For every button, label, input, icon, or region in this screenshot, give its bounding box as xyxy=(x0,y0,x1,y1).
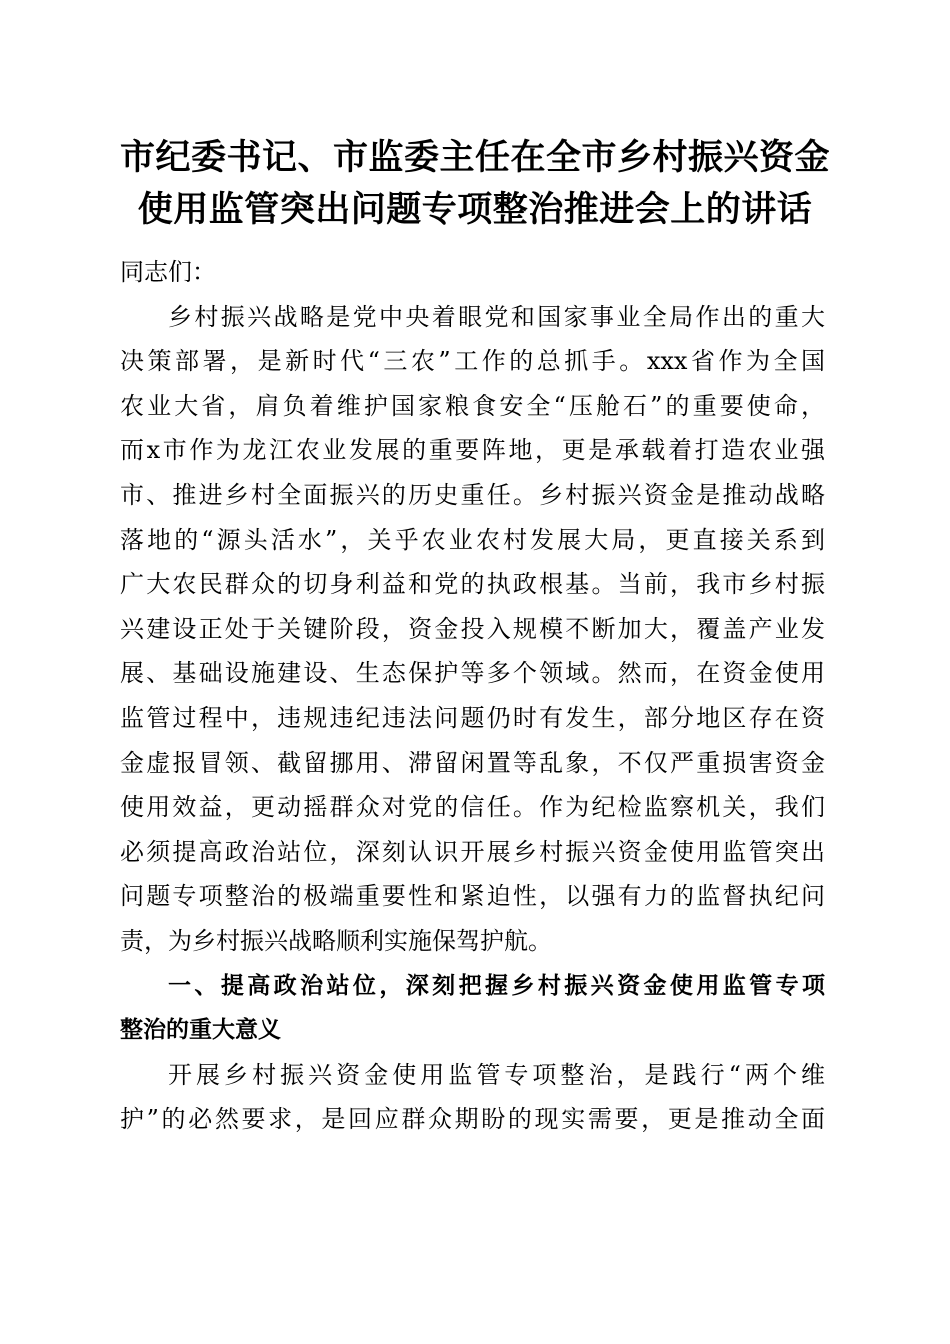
title-line-2: 使用监管突出问题专项整治推进会上的讲话 xyxy=(137,189,813,230)
paragraph-line: 兴建设正处于关键阶段，资金投入规模不断加大，覆盖产业发 xyxy=(120,614,825,643)
title-line-1: 市纪委书记、市监委主任在全市乡村振兴资金 xyxy=(119,137,830,178)
paragraph-line: 金虚报冒领、截留挪用、滞留闲置等乱象，不仅严重损害资金 xyxy=(120,748,825,777)
document-title xyxy=(100,132,850,236)
paragraph-line: 落地的“源头活水”，关乎农业农村发展大局，更直接关系到 xyxy=(120,525,825,554)
paragraph-line: 决策部署，是新时代“三农”工作的总抓手。xxx省作为全国 xyxy=(120,347,825,376)
paragraph-line: 责，为乡村振兴战略顺利实施保驾护航。 xyxy=(120,926,552,955)
document-body xyxy=(120,250,825,1142)
paragraph-line: 问题专项整治的极端重要性和紧迫性，以强有力的监督执纪问 xyxy=(120,882,825,911)
paragraph-line: 监管过程中，违规违纪违法问题仍时有发生，部分地区存在资 xyxy=(120,703,825,732)
paragraph-2 xyxy=(120,1053,825,1142)
paragraph-line: 使用效益，更动摇群众对党的信任。作为纪检监察机关，我们 xyxy=(120,793,825,822)
paragraph-line: 开展乡村振兴资金使用监管专项整治，是践行“两个维 xyxy=(168,1060,825,1089)
paragraph-line: 市、推进乡村全面振兴的历史重任。乡村振兴资金是推动战略 xyxy=(120,480,825,509)
paragraph-line: 必须提高政治站位，深刻认识开展乡村振兴资金使用监管突出 xyxy=(120,837,825,866)
paragraph-line: 广大农民群众的切身利益和党的执政根基。当前，我市乡村振 xyxy=(120,570,825,599)
heading-line: 整治的重大意义 xyxy=(120,1017,281,1044)
paragraph-line: 而x市作为龙江农业发展的重要阵地，更是承载着打造农业强 xyxy=(120,436,825,465)
paragraph-line: 乡村振兴战略是党中央着眼党和国家事业全局作出的重大 xyxy=(168,302,825,331)
paragraph-1 xyxy=(120,295,825,964)
paragraph-line: 展、基础设施建设、生态保护等多个领域。然而，在资金使用 xyxy=(120,659,825,688)
section-heading-1 xyxy=(120,964,825,1053)
heading-line: 一、提高政治站位，深刻把握乡村振兴资金使用监管专项 xyxy=(168,972,825,999)
paragraph-line: 护”的必然要求，是回应群众期盼的现实需要，更是推动全面 xyxy=(120,1105,825,1134)
paragraph-line: 农业大省，肩负着维护国家粮食安全“压舱石”的重要使命， xyxy=(120,391,825,420)
salutation: 同志们： xyxy=(120,258,216,286)
